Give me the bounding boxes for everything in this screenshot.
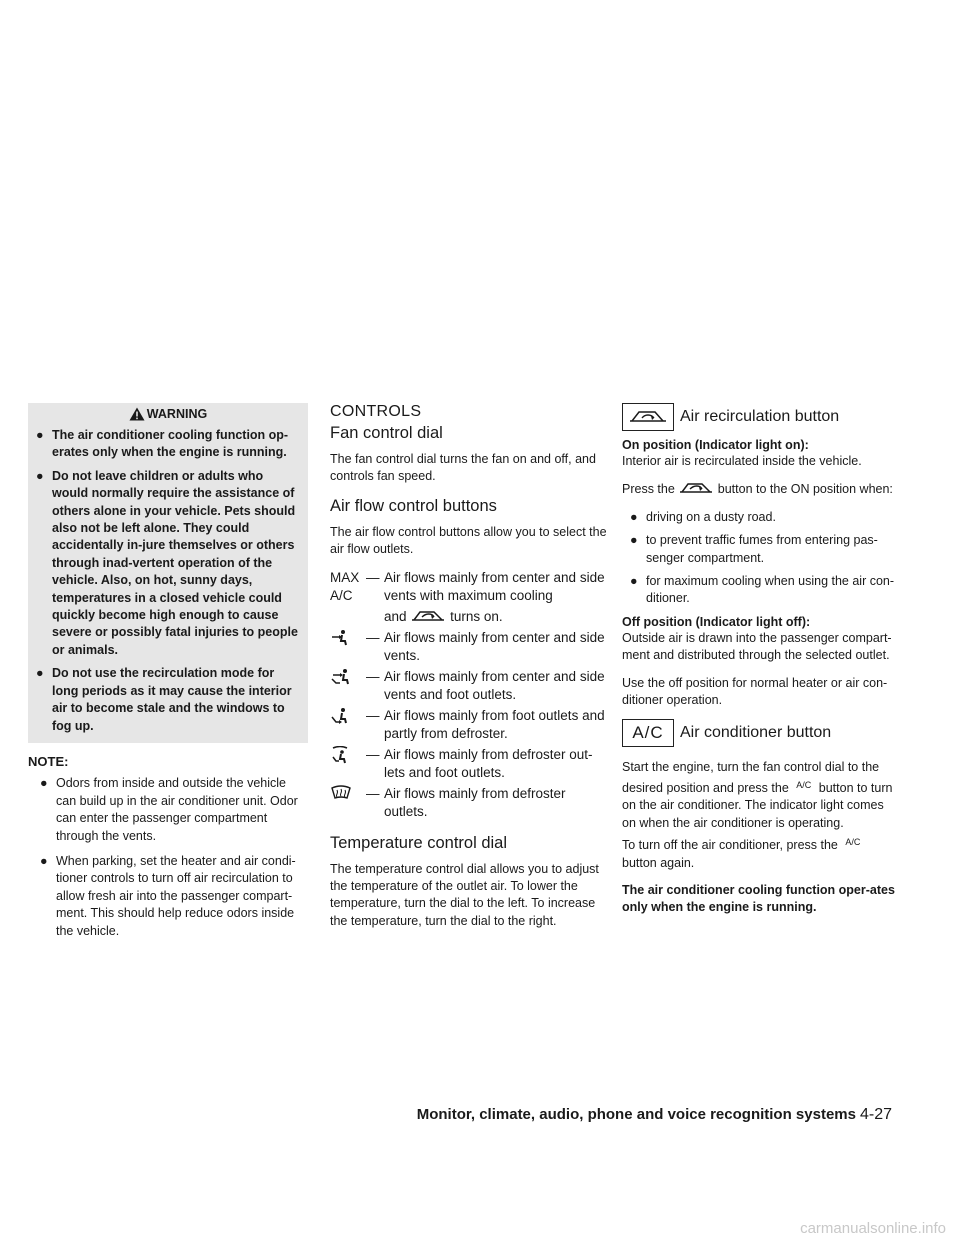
warning-label: WARNING xyxy=(146,407,208,421)
bullet-icon: ● xyxy=(36,468,44,483)
ac-text-2: To turn off the air conditioner, press the $^{A/C}$ button again. xyxy=(622,837,861,870)
temp-control-text: The temperature control dial allows you to adjust the temperature of the outlet air. To lower the temperature, turn the dial to the left. To increase the temperature, turn the dial to the right. xyxy=(330,861,599,928)
fan-control-text: The fan control dial turns the fan on and off, and controls fan speed. xyxy=(330,452,596,484)
recirc-title: Air recirculation button xyxy=(680,407,840,425)
note-text: Odors from inside and outside the vehicle can build up in the air conditioner unit. Odor can enter the passenger compartment through the vents. xyxy=(56,776,298,843)
recirculation-icon xyxy=(628,408,668,426)
mode-description: Air flows mainly from center and side vents with maximum cooling xyxy=(384,569,605,603)
bullet-icon: ● xyxy=(40,854,48,869)
warning-triangle-icon xyxy=(129,407,145,421)
mode-foot xyxy=(330,707,610,743)
section-name: Monitor, climate, audio, phone and voice recognition systems xyxy=(416,1106,856,1123)
dash: — xyxy=(366,746,380,762)
dash: — xyxy=(366,785,380,801)
on-position-text: Interior air is recirculated inside the vehicle. xyxy=(622,454,862,468)
dash: — xyxy=(366,707,380,723)
mode-description: Air flows mainly from defroster out-lets and foot outlets. xyxy=(384,746,593,780)
off-position-label: Off position (Indicator light off): xyxy=(622,614,811,629)
ac-text-1: Start the engine, turn the fan control dial to the desired position and press the $^{A/C}$ button to turn on the air conditioner. The indicator light comes on when the air conditioner is operating. xyxy=(622,760,893,830)
mode-bi-level xyxy=(330,668,610,704)
ac-bold-note: The air conditioner cooling function oper-ates only when the engine is running. xyxy=(622,882,895,915)
left-column xyxy=(28,403,308,948)
bullet-icon: ● xyxy=(630,533,638,548)
note-title: NOTE: xyxy=(28,753,69,769)
defrost-foot-vent-icon xyxy=(330,746,350,764)
mode-description: Air flows mainly from defroster outlets. xyxy=(384,785,566,819)
mode-defrost-foot xyxy=(330,746,610,782)
defroster-icon xyxy=(330,785,352,801)
warning-box xyxy=(28,403,308,743)
warning-text: The air conditioner cooling function op-erates only when the engine is running. xyxy=(52,428,289,460)
middle-column xyxy=(330,403,610,940)
mode-description: Air flows mainly from center and side vents. xyxy=(384,629,605,663)
ac-heading xyxy=(622,719,900,747)
dash: — xyxy=(366,629,380,645)
airflow-title: Air flow control buttons xyxy=(330,496,497,515)
mode-defroster xyxy=(330,785,610,821)
mode-description: Air flows mainly from center and side vents and foot outlets. xyxy=(384,668,605,702)
recirculation-icon xyxy=(678,480,714,496)
dash: — xyxy=(366,668,380,684)
warning-text: Do not leave children or adults who would normally require the assistance of others alone in your vehicle. Pets should also not be left alone. They could accidentally in-jure themselves or others through inad-vertent operation of the vehicle. Also, on hot, sunny days, temperatures in a closed vehicle could quickly become high enough to cause severe or possibly fatal injuries to people or animals. xyxy=(52,468,298,657)
ac-inline-icon: A/C xyxy=(845,837,861,848)
mode-face xyxy=(330,629,610,665)
turns-on-text: turns on. xyxy=(450,608,503,624)
dash: — xyxy=(366,569,380,585)
note-text: When parking, set the heater and air condi-tioner controls to turn off air recirculation to allow fresh air into the passenger compart-ment. This should help reduce odors inside the vehicle. xyxy=(56,854,296,938)
bullet-icon: ● xyxy=(36,428,44,442)
right-column xyxy=(622,403,900,917)
max-label: MAX xyxy=(330,569,360,585)
bullet-icon: ● xyxy=(630,574,638,589)
fan-control-title: Fan control dial xyxy=(330,424,443,442)
note-item xyxy=(28,775,308,845)
recirculation-button-icon xyxy=(622,403,674,431)
on-position-label: On position (Indicator light on): xyxy=(622,438,809,452)
recirc-item: ● to prevent traffic fumes from entering pas-senger compartment. xyxy=(622,532,900,567)
page-footer xyxy=(0,1106,892,1124)
recirculation-icon xyxy=(410,608,446,624)
and-text: and xyxy=(384,608,407,624)
mode-description: Air flows mainly from foot outlets and partly from defroster. xyxy=(384,707,605,741)
press-text: Press the button to the ON position when: xyxy=(622,482,893,497)
bullet-icon: ● xyxy=(630,509,638,524)
recirc-item: ● for maximum cooling when using the air con-ditioner. xyxy=(622,573,900,608)
recirc-item: ● driving on a dusty road. xyxy=(622,509,900,526)
off-position-text: Outside air is drawn into the passenger compart-ment and distributed through the selected outlet. xyxy=(622,630,892,663)
airflow-text: The air flow control buttons allow you to select the air flow outlets. xyxy=(330,524,607,557)
watermark: carmanualsonline.info xyxy=(800,1220,946,1237)
warning-item xyxy=(36,665,300,735)
face-vent-icon xyxy=(330,629,350,647)
ac-button-icon: A/C xyxy=(622,719,674,747)
off-position-text-2: Use the off position for normal heater or air con-ditioner operation. xyxy=(622,675,888,708)
warning-text: Do not use the recirculation mode for long periods as it may cause the interior air to become stale and the windows to fog up. xyxy=(52,666,292,733)
mode-max-ac xyxy=(330,569,610,626)
foot-vent-icon xyxy=(330,707,350,725)
controls-title: CONTROLS xyxy=(330,403,422,420)
bullet-icon: ● xyxy=(40,776,48,791)
note-item xyxy=(28,853,308,940)
bullet-icon: ● xyxy=(36,666,44,681)
page-number: 4-27 xyxy=(859,1106,892,1123)
warning-item xyxy=(36,427,300,462)
warning-item xyxy=(36,468,300,659)
ac-title: Air conditioner button xyxy=(680,724,832,742)
temp-control-title: Temperature control dial xyxy=(330,833,508,852)
bi-level-vent-icon xyxy=(330,668,352,686)
warning-heading xyxy=(36,405,300,423)
ac-inline-icon: A/C xyxy=(796,779,812,790)
ac-label: A/C xyxy=(330,587,353,603)
recirc-heading xyxy=(622,403,900,431)
